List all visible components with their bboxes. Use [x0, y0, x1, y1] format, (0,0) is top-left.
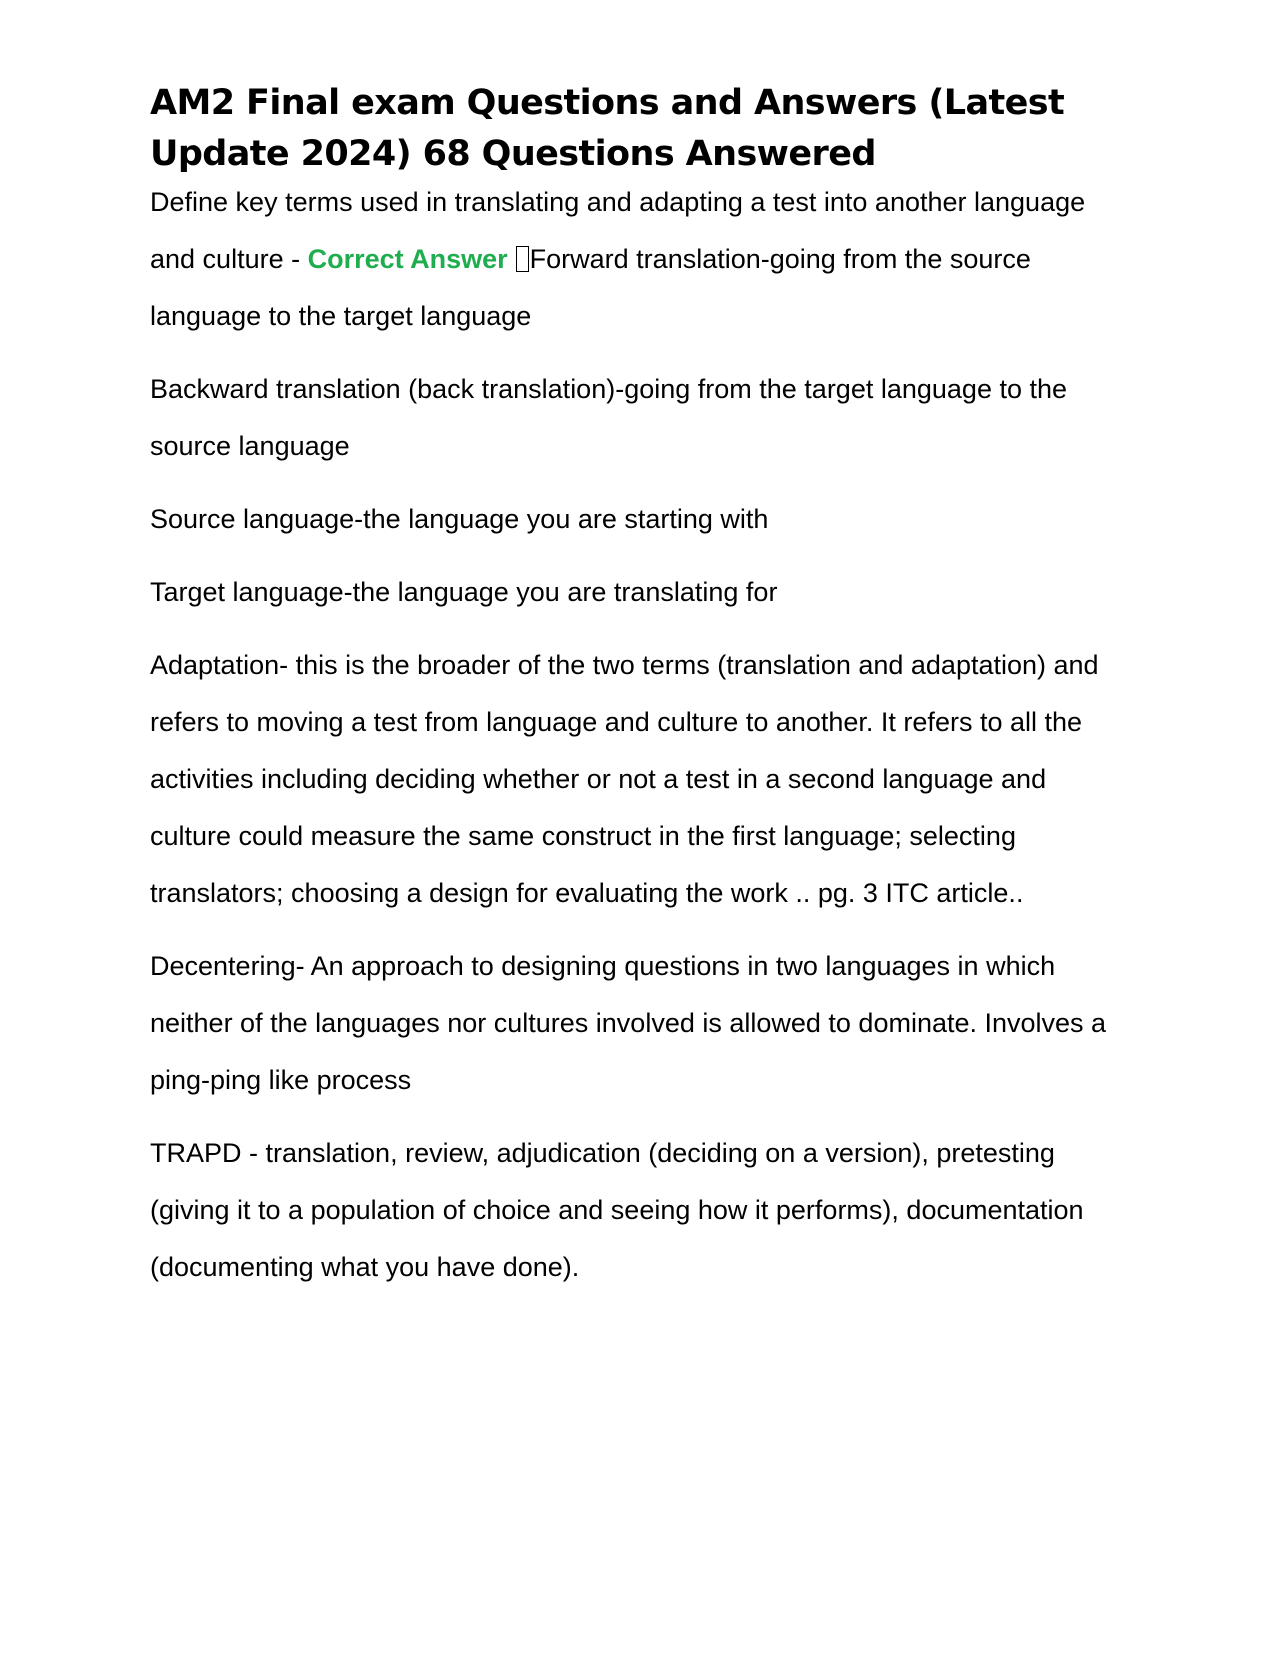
question-text: Define key terms used in translating and adapting a test into another language and culture - — [150, 187, 1086, 274]
definition-paragraph: Target language-the language you are translating for — [150, 577, 778, 607]
definition-paragraph: Source language-the language you are starting with — [150, 504, 769, 534]
definition-paragraph: Backward translation (back translation)-going from the target language to the source language — [150, 374, 1068, 461]
answer-text: Forward translation-going from the source language to the target language — [150, 244, 1031, 331]
missing-glyph-icon — [516, 246, 529, 272]
definition-paragraph: Adaptation- this is the broader of the two terms (translation and adaptation) and refers to moving a test from language and culture to another. It refers to all the activities including deciding whether or not a test in a second language and culture could measure the same construct in the first language; selecting translators; choosing a design for evaluating the work .. pg. 3 ITC article.. — [150, 650, 1099, 908]
question-paragraph — [150, 174, 1130, 345]
correct-answer-label: Correct Answer — [307, 244, 508, 274]
definition-paragraph: TRAPD - translation, review, adjudication (deciding on a version), pretesting (giving it to a population of choice and seeing how it performs), documentation (documenting what you have done). — [150, 1138, 1084, 1282]
document-title: AM2 Final exam Questions and Answers (Latest Update 2024) 68 Questions Answered — [150, 83, 1065, 174]
document-page — [150, 78, 1130, 1312]
definition-paragraph: Decentering- An approach to designing questions in two languages in which neither of the languages nor cultures involved is allowed to dominate. Involves a ping-ping like process — [150, 951, 1107, 1095]
